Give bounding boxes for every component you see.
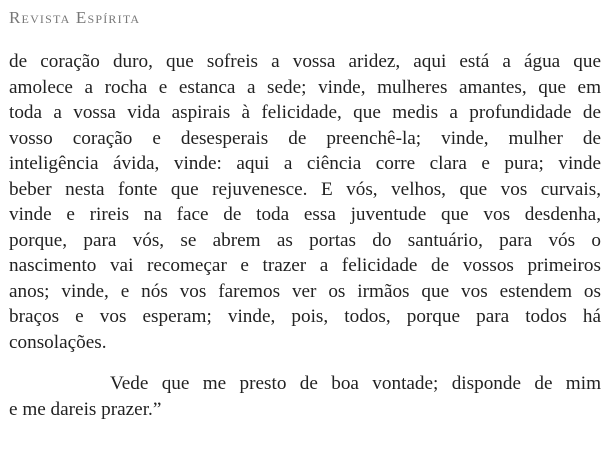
text-line: de coração duro, que sofreis a vossa aridez, aqui está a água que — [9, 51, 601, 72]
text-line: anos; vinde, e nós vos faremos ver os irmãos que vos estendem os — [9, 280, 601, 302]
text-line: consolações. — [9, 331, 107, 353]
text-line: braços e vos esperam; vinde, pois, todos, porque para todos há — [9, 306, 601, 327]
document-body — [9, 49, 601, 422]
text-line: beber nesta fonte que rejuvenesce. E vós, velhos, que vos curvais, — [9, 178, 601, 200]
text-line: e me dareis prazer.” — [9, 398, 162, 420]
text-line: porque, para vós, se abrem as portas do santuário, para vós o — [9, 229, 601, 251]
text-line: amolece a rocha e estanca a sede; vinde, mulheres amantes, que em — [9, 76, 601, 98]
running-header: Revista Espírita — [9, 8, 141, 27]
text-line: nascimento vai recomeçar e trazer a felicidade de vossos primeiros — [9, 255, 601, 276]
paragraph-spacer — [9, 355, 601, 371]
text-line: vinde e rireis na face de toda essa juventude que vos desdenha, — [9, 204, 601, 225]
text-line: inteligência ávida, vinde: aqui a ciência corre clara e pura; vinde — [9, 153, 601, 174]
paragraph — [9, 49, 601, 355]
text-line: toda a vossa vida aspirais à felicidade, que medis a profundidade de — [9, 102, 601, 123]
text-line: vosso coração e desesperais de preenchê-la; vinde, mulher de — [9, 127, 601, 149]
paragraph — [9, 371, 601, 422]
text-line: Vede que me presto de boa vontade; disponde de mim — [110, 373, 601, 394]
